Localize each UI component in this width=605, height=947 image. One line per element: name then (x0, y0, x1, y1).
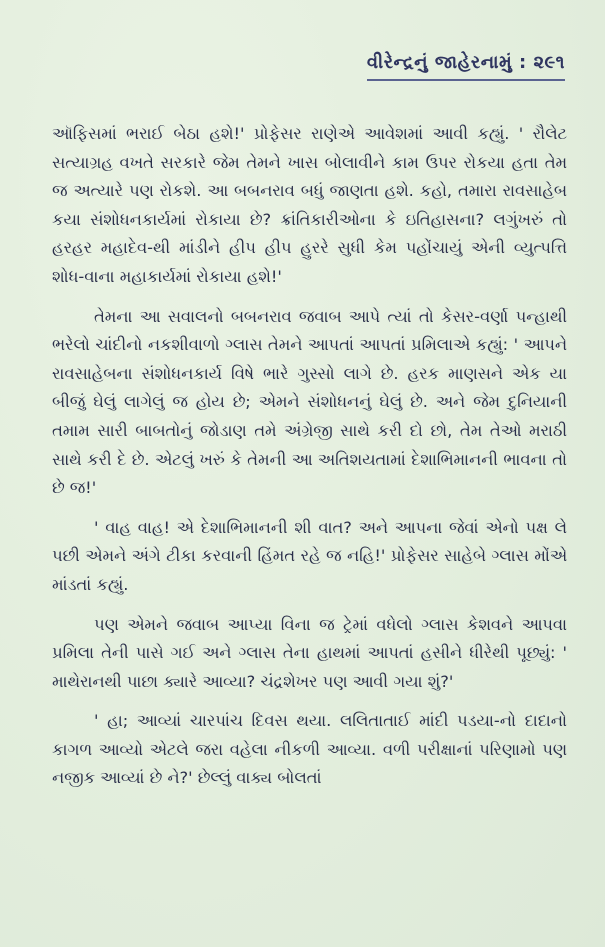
paragraph-2: તેમના આ સવાલનો બબનરાવ જવાબ આપે ત્યાં તો કેસર-વર્ણા પન્હાથી ભરેલો ચાંદીનો નકશીવાળો ગ્લાસ તેમને આપતાં આપતાં પ્રમિલાએ કહ્યું: ' આપને રાવસાહેબના સંશોધનકાર્ય વિષે ભારે ગુસ્સો લાગે છે. હરક માણસને એક યા બીજું ઘેલું લાગેલું જ હોય છે; એમને સંશોધનનું ઘેલું છે. અને જેમ દુનિયાની તમામ સારી બાબતોનું જોડાણ તમે અંગ્રેજી સાથે કરી દો છો, તેમ તેઓ મરાઠી સાથે કરી દે છે. એટલું ખરું કે તેમની આ અતિશયતામાં દેશાભિમાનની ભાવના તો છે જ!' (52, 306, 567, 498)
paragraph-1: ઑફિસમાં ભરાઈ બેઠા હશે!' પ્રોફેસર રાણેએ આવેશમાં આવી કહ્યું. ' રૌલેટ સત્યાગ્રહ વખતે સરકારે જેમ તેમને ખાસ બોલાવીને કામ ઉપર રોકયા હતા તેમ જ અત્યારે પણ રોકશે. આ બબનરાવ બધું જાણતા હશે. કહો, તમારા રાવસાહેબ કયા સંશોધનકાર્યમાં રોકાયા છે? ક્રાંતિકારીઓના કે ઇતિહાસના? લગુંખરું તો હરહર મહાદેવ-થી માંડીને હીપ હીપ હુરરે સુધી કેમ પહોંચાયું એની વ્યુત્પત્તિ શોધ-વાના મહાકાર્યમાં રોકાયા હશે!' (52, 124, 567, 286)
paragraph-3: ' વાહ વાહ! એ દેશાભિમાનની શી વાત? અને આપના જેવાં એનો પક્ષ લે પછી એમને અંગે ટીકા કરવાની હિંમત રહે જ નહિ!' પ્રોફેસર સાહેબે ગ્લાસ મોંએ માંડતાં કહ્યું. (52, 517, 567, 594)
paragraph-5: ' હા; આવ્યાં ચારપાંચ દિવસ થયા. લલિતાતાઈ માંદી પડયા-નો દાદાનો કાગળ આવ્યો એટલે જરા વહેલા નીકળી આવ્યા. વળી પરીક્ષાનાં પરિણામો પણ નજીક આવ્યાં છે ને?' છેલ્લું વાક્ય બોલતાં (52, 711, 567, 788)
running-head-rule (367, 79, 565, 81)
running-head-title: વીરેન્દ્રનું જાહેરનામું : ૨૯૧ (366, 52, 565, 73)
body-text (52, 120, 567, 804)
running-head (367, 52, 565, 81)
paragraph-4: પણ એમને જવાબ આપ્યા વિના જ ટ્રેમાં વધેલો ગ્લાસ કેશવને આપવા પ્રમિલા તેની પાસે ગઈ અને ગ્લાસ તેના હાથમાં આપતાં હસીને ધીરેથી પૂછ્યું: ' માથેરાનથી પાછા ક્યારે આવ્યા? ચંદ્રશેખર પણ આવી ગયા શું?' (52, 614, 567, 691)
